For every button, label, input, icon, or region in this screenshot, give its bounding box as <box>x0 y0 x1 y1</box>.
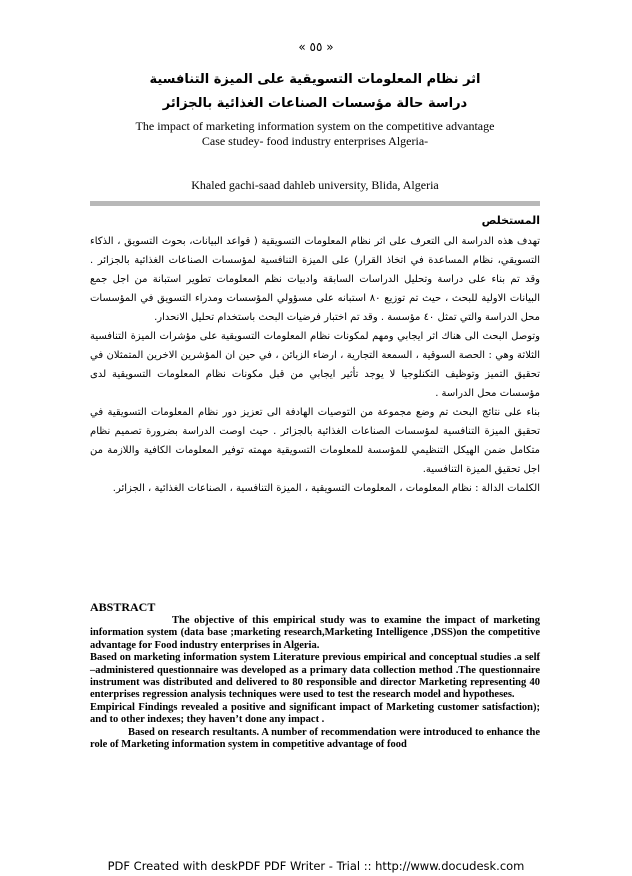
author-affiliation: Khaled gachi-saad dahleb university, Blida, Algeria <box>191 178 439 192</box>
abstract-heading: ABSTRACT <box>90 600 156 614</box>
section-divider <box>90 201 540 206</box>
abstract-paragraph-1: The objective of this empirical study was to examine the impact of marketing information system (data base ;marketing research,Marketing Intelligence ,DSS)on the competitive advantage for Food industry enterprises in Algeria. <box>90 615 540 651</box>
arabic-paragraph-2: وتوصل البحث الى هناك اثر ايجابي ومهم لمكونات نظام المعلومات التسويقية على مؤشرات الميزة التنافسية الثلاثة وهي : الحصة السوقية ، السمعة التجارية ، ارضاء الزبائن ، في حين ان المؤشرين الاخرين المتمثلان في تحقيق التميز وتوظيف التكنلوجيا لا يوجد تأثير ايجابي من قبل مكونات نظام المعلومات التسويقية لدى مؤسسات محل الدراسة . <box>90 331 540 399</box>
pdf-watermark-footer: PDF Created with deskPDF PDF Writer - Trial :: http://www.docudesk.com <box>107 859 525 873</box>
arabic-keywords: الكلمات الدالة : نظام المعلومات ، المعلومات التسويقية ، الميزة التنافسية ، الصناعات الغذائية ، الجزائر. <box>112 483 540 494</box>
abstract-paragraph-2: Based on marketing information system Literature previous empirical and conceptual studies .a self –administered questionnaire was developed as a primary data collection method .The questionnaire instrument was distributed and delivered to 80 responsible and director Marketing representing 40 enterprises regression analysis techniques were used to test the research model and hypotheses. <box>90 652 540 701</box>
title-arabic-line-1: اثر نظام المعلومات التسويقية على الميزة التنافسية <box>149 72 481 87</box>
abstract-paragraph-4: Based on research resultants. A number of recommendation were introduced to enhance the role of Marketing information system in competitive advantage of food <box>90 726 540 751</box>
title-english-line-2: Case studey- food industry enterprises Algeria- <box>201 134 429 148</box>
page-number: « ٥٥ » <box>298 40 334 54</box>
abstract-paragraph-3: Empirical Findings revealed a positive and significant impact of Marketing customer satisfaction); and to other indexes; they haven’t done any impact . <box>90 701 540 726</box>
arabic-paragraph-3: بناء على نتائج البحث تم وضع مجموعة من التوصيات الهادفة الى تعزيز دور نظام المعلومات التسويقية في تحقيق الميزة التنافسية لمؤسسات الصناعات الغذائية بالجزائر . حيث اوصت الدراسة بضرورة تصميم نظام متكامل ضمن الهيكل التنظيمي للمؤسسة للمعلومات التسويقية مهمته توفير المعلومات الكافية واللازمة من اجل تحقيق الميزة التنافسية. <box>90 407 540 475</box>
title-english-line-1: The impact of marketing information system on the competitive advantage <box>135 119 495 133</box>
arabic-paragraph-1: تهدف هذه الدراسة الى التعرف على اثر نظام المعلومات التسويقية ( قواعد البيانات، بحوث التسويق ، الذكاء التسويقي، نظام المساعدة في اتخاذ القرار) على الميزة التنافسية لمؤسسات الصناعات الغذائية بالجزائر . وقد تم بناء على دراسة وتحليل الدراسات السابقة وادبيات نظم المعلومات تطوير استبانة من اجل جمع البيانات الاولية للبحث ، حيث تم توزيع ٨٠ استبانه على مسؤولي المؤسسات ومدراء التسويق في المؤسسات محل الدراسة والتي تمثل ٤٠ مؤسسة . وقد تم اختبار فرضيات البحث باستخدام تحليل الانحدار. <box>90 236 541 323</box>
arabic-abstract <box>90 210 540 498</box>
arabic-abstract-heading: المستخلص <box>481 214 540 227</box>
title-arabic-line-2: دراسة حالة مؤسسات الصناعات الغذائية بالجزائر <box>162 96 468 111</box>
english-abstract <box>90 600 540 751</box>
